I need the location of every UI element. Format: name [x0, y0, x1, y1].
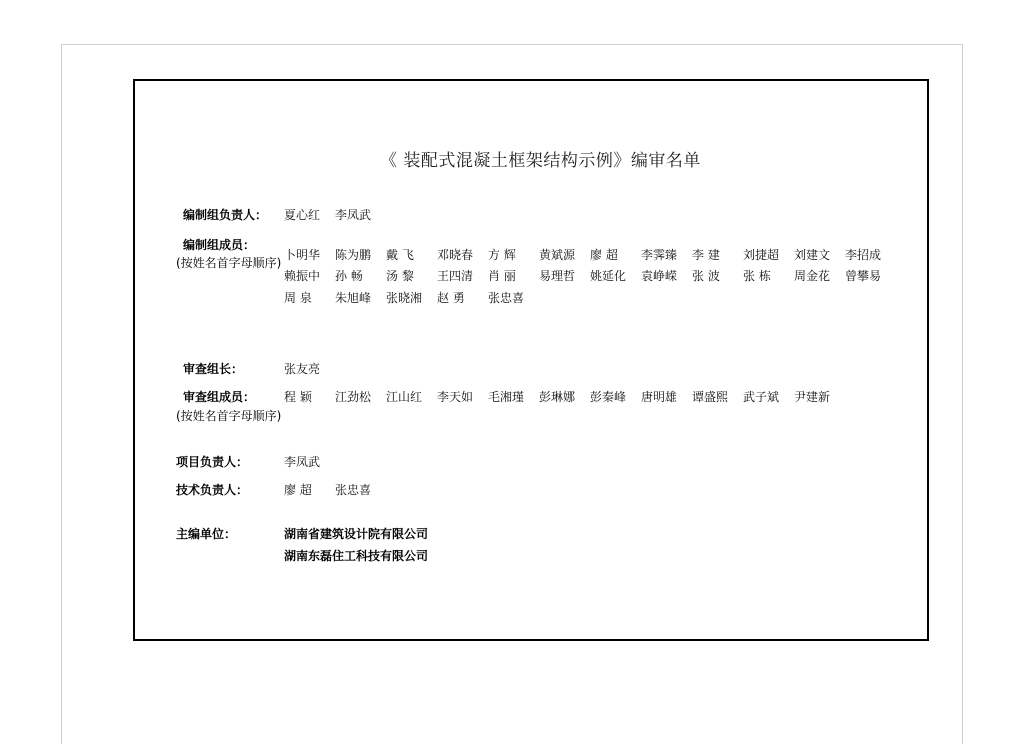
review-member-name: 毛湘瑾	[488, 390, 525, 404]
compile-member-name: 戴 飞	[386, 248, 414, 262]
compile-member-name: 刘捷超	[743, 248, 780, 262]
compile-member-name: 王四清	[437, 269, 474, 283]
review-member-name: 谭盛熙	[692, 390, 729, 404]
review-member-name: 彭秦峰	[590, 390, 627, 404]
compile-leaders-label: 编制组负责人：	[183, 208, 268, 222]
compile-member-name: 易理哲	[539, 269, 576, 283]
compile-members-label: 编制组成员：	[183, 238, 256, 252]
chief-units-label: 主编单位：	[176, 527, 237, 541]
review-member-name: 程 颖	[284, 390, 312, 404]
compile-member-name: 周金花	[794, 269, 831, 283]
tech-leader-name: 廖 超	[284, 483, 312, 497]
compile-member-name: 张晓湘	[386, 291, 423, 305]
review-member-name: 李天如	[437, 390, 474, 404]
compile-member-name: 卜明华	[284, 248, 321, 262]
compile-member-name: 黄斌源	[539, 248, 576, 262]
compile-member-name: 袁峥嵘	[641, 269, 678, 283]
review-members-label: 审查组成员：	[183, 390, 256, 404]
review-member-name: 尹建新	[794, 390, 831, 404]
compile-member-name: 周 泉	[284, 291, 312, 305]
compile-member-name: 邓晓春	[437, 248, 474, 262]
compile-members-order-note: (按姓名首字母顺序)	[176, 256, 282, 270]
compile-member-name: 张 波	[692, 269, 720, 283]
compile-member-name: 姚延化	[590, 269, 627, 283]
review-member-name: 江劲松	[335, 390, 372, 404]
compile-member-name: 方 辉	[488, 248, 516, 262]
compile-member-name: 肖 丽	[488, 269, 516, 283]
compile-leader-name: 夏心红	[284, 208, 321, 222]
compile-member-name: 陈为鹏	[335, 248, 372, 262]
chief-unit-name: 湖南省建筑设计院有限公司	[284, 527, 429, 541]
review-member-name: 唐明雄	[641, 390, 678, 404]
compile-member-name: 张忠喜	[488, 291, 525, 305]
compile-member-name: 张 栋	[743, 269, 771, 283]
compile-member-name: 朱旭峰	[335, 291, 372, 305]
review-leader-name: 张友亮	[284, 362, 321, 376]
review-member-name: 武子斌	[743, 390, 780, 404]
project-leader-label: 项目负责人：	[176, 455, 249, 469]
review-member-name: 江山红	[386, 390, 423, 404]
tech-leader-name: 张忠喜	[335, 483, 372, 497]
review-member-name: 彭琳娜	[539, 390, 576, 404]
compile-member-name: 曾攀易	[845, 269, 882, 283]
compile-leader-name: 李凤武	[335, 208, 372, 222]
compile-member-name: 李 建	[692, 248, 720, 262]
compile-member-name: 赵 勇	[437, 291, 465, 305]
review-leader-label: 审查组长：	[183, 362, 244, 376]
review-members-order-note: (按姓名首字母顺序)	[176, 409, 282, 423]
tech-leader-label: 技术负责人：	[176, 483, 249, 497]
compile-member-name: 李霁臻	[641, 248, 678, 262]
compile-member-name: 汤 黎	[386, 269, 414, 283]
project-leader-name: 李凤武	[284, 455, 321, 469]
compile-member-name: 李招成	[845, 248, 882, 262]
chief-unit-name: 湖南东磊住工科技有限公司	[284, 549, 429, 563]
compile-member-name: 刘建文	[794, 248, 831, 262]
compile-member-name: 孙 畅	[335, 269, 363, 283]
compile-member-name: 赖振中	[284, 269, 321, 283]
compile-member-name: 廖 超	[590, 248, 618, 262]
page-title: 《 装配式混凝土框架结构示例》编审名单	[380, 151, 701, 171]
